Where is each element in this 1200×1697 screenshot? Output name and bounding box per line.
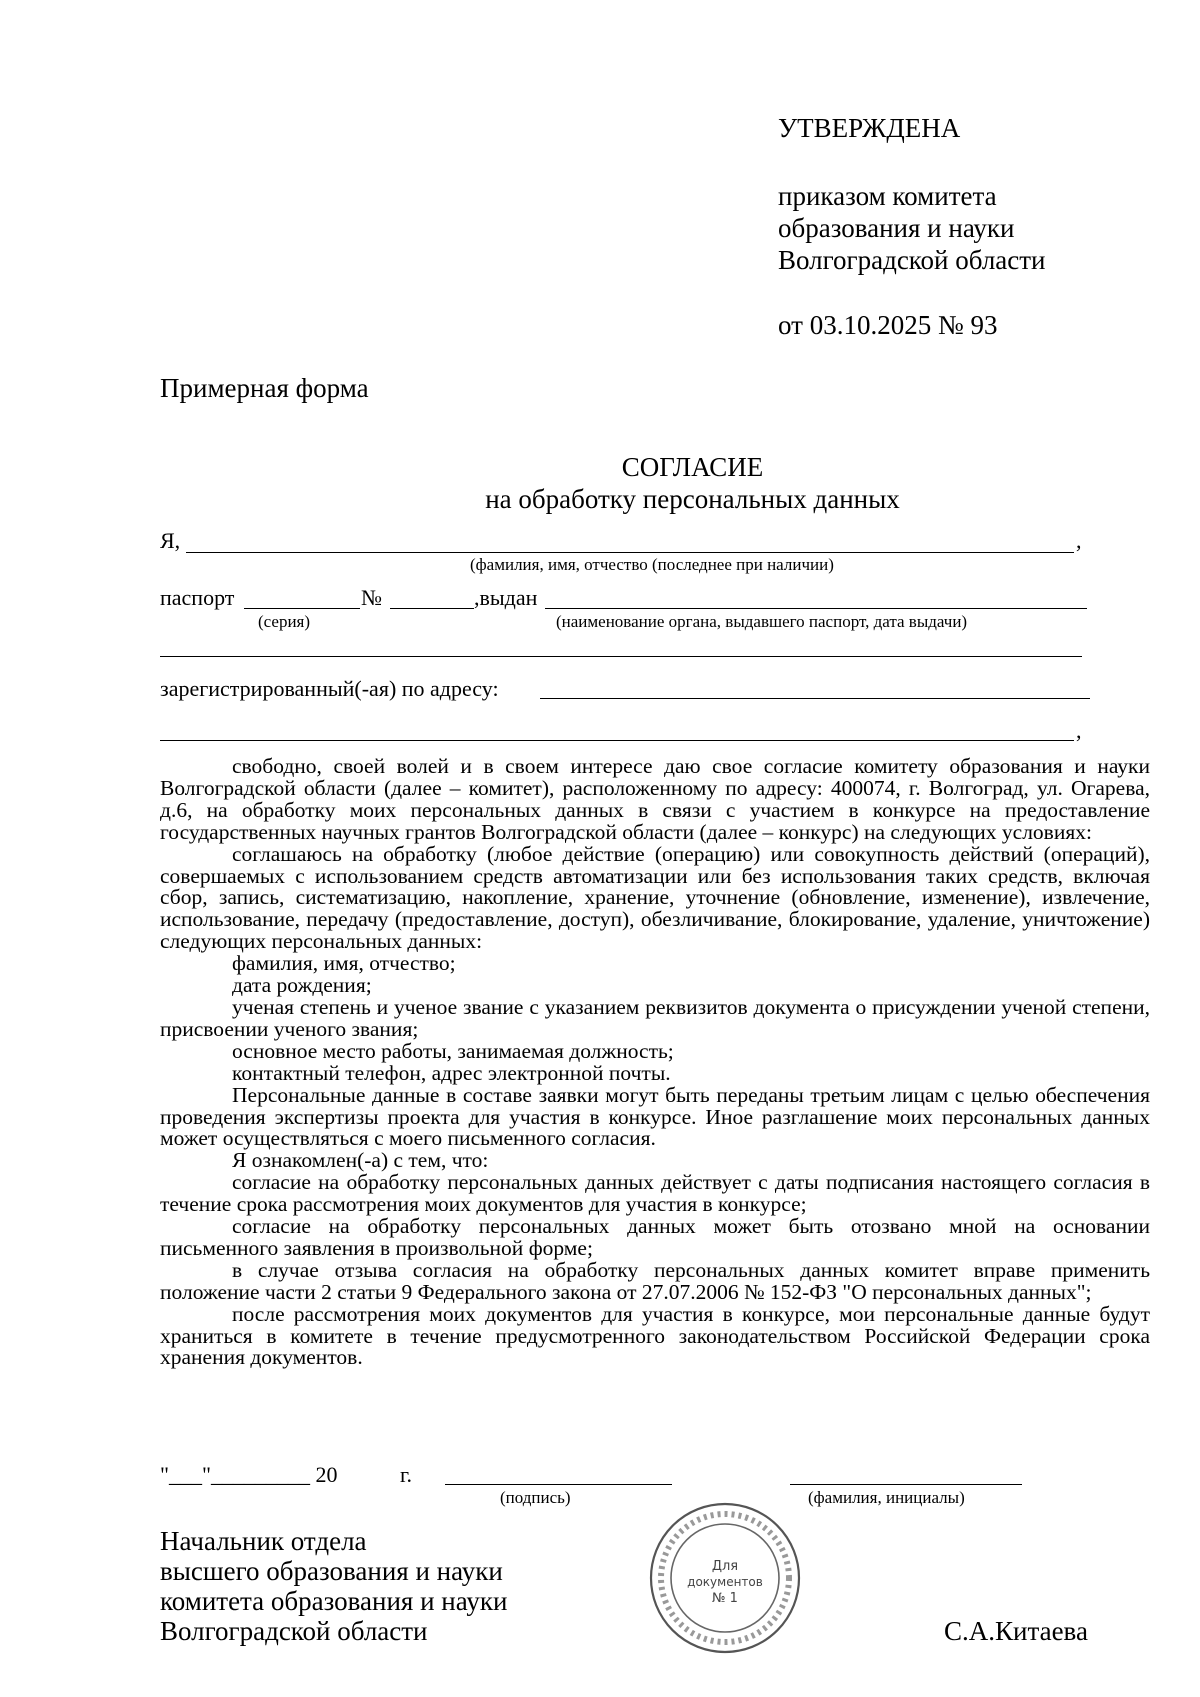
stamp-line-2: документов: [687, 1575, 763, 1589]
issued-label: ,выдан: [474, 585, 538, 610]
stamp-line-3: № 1: [712, 1591, 738, 1606]
name-initials-line[interactable]: [790, 1484, 1022, 1485]
signature-caption: (подпись): [500, 1488, 571, 1507]
body-paragraph-1: свободно, своей волей и в своем интересе даю свое согласие комитету образования и науки Волгоградской области (далее – комитет), расположенному по адресу: 400074, г. Волгоград, ул. Огарева, д.6, на обработку моих персональных данных в связи с участием в конкурсе на предоставление государственных научных грантов Волгоградской области (далее – конкурс) на следующих условиях:: [160, 754, 1150, 844]
body-paragraph-acknowledged: Я ознакомлен(-а) с тем, что:: [232, 1148, 489, 1173]
body-item-law: в случае отзыва согласия на обработку персональных данных комитет вправе применить положение части 2 статьи 9 Федерального закона от 27.07.2006 № 152-ФЗ "О персональных данных";: [160, 1257, 1150, 1304]
footer-line-3: комитета образования и науки: [160, 1586, 508, 1616]
year-suffix: г.: [400, 1462, 413, 1487]
body-item-fio: фамилия, имя, отчество;: [232, 951, 456, 976]
passport-number-sign: №: [361, 585, 382, 610]
address-comma: ,: [1076, 718, 1082, 743]
passport-series-line[interactable]: [244, 608, 360, 609]
official-stamp-icon: [645, 1498, 805, 1658]
footer-line-2: высшего образования и науки: [160, 1556, 503, 1586]
consent-body: [160, 756, 1150, 1369]
body-item-degree: ученая степень и ученое звание с указанием реквизитов документа о присуждении ученой степени, присвоении ученого звания;: [160, 994, 1150, 1041]
i-label: Я,: [160, 528, 181, 553]
series-caption: (серия): [258, 612, 311, 631]
passport-number-line[interactable]: [390, 608, 474, 609]
fio-caption: (фамилия, имя, отчество (последнее при наличии): [470, 555, 834, 574]
document-subtitle: на обработку персональных данных: [485, 484, 900, 514]
footer-line-4: Волгоградской области: [160, 1616, 428, 1646]
fio-comma: ,: [1076, 528, 1082, 553]
body-item-birthdate: дата рождения;: [232, 973, 372, 998]
body-item-validity: согласие на обработку персональных данных действует с даты подписания настоящего согласия в течение срока рассмотрения моих документов для участия в конкурсе;: [160, 1170, 1150, 1217]
body-item-workplace: основное место работы, занимаемая должность;: [232, 1038, 674, 1063]
footer-line-1: Начальник отдела: [160, 1526, 367, 1556]
name-initials-caption: (фамилия, инициалы): [808, 1488, 965, 1507]
address-line[interactable]: [540, 698, 1090, 699]
fio-line[interactable]: [186, 552, 1074, 553]
body-paragraph-2: соглашаюсь на обработку (любое действие (операцию) или совокупность действий (операций), совершаемых с использованием средств автоматизации или без использования таких средств, включая сбор, запись, систематизацию, накопление, хранение, уточнение (обновление, изменение), извлечение, использование, передачу (предоставление, доступ), обезличивание, блокирование, удаление, уничтожение) следующих персональных данных:: [160, 841, 1150, 954]
body-paragraph-third-parties: Персональные данные в составе заявки могут быть переданы третьим лицам с целью обеспечения проведения экспертизы проекта для участия в конкурсе. Иное разглашение моих персональных данных может осуществляться с моего письменного согласия.: [160, 1082, 1150, 1151]
approval-line-3: Волгоградской области: [778, 245, 1046, 275]
address-line-2[interactable]: [160, 740, 1074, 741]
approval-line-2: образования и науки: [778, 213, 1015, 243]
body-item-storage: после рассмотрения моих документов для участия в конкурсе, мои персональные данные будут храниться в комитете в течение предусмотренного законодательством Российской Федерации срока хранения документов.: [160, 1301, 1150, 1370]
body-item-contacts: контактный телефон, адрес электронной почты.: [232, 1060, 671, 1085]
approval-line-1: приказом комитета: [778, 181, 997, 211]
issuer-caption: (наименование органа, выдавшего паспорт, дата выдачи): [556, 612, 968, 631]
signer-name: С.А.Китаева: [944, 1616, 1088, 1646]
passport-issuer-line[interactable]: [545, 608, 1087, 609]
document-title: СОГЛАСИЕ: [621, 452, 764, 482]
approval-title: УТВЕРЖДЕНА: [778, 113, 961, 143]
stamp-line-1: Для: [711, 1559, 739, 1574]
date-field[interactable]: "___"_________ 20: [160, 1462, 338, 1487]
signature-line[interactable]: [445, 1484, 672, 1485]
form-type: Примерная форма: [160, 373, 369, 403]
address-label: зарегистрированный(-ая) по адресу:: [160, 676, 499, 701]
approval-date: от 03.10.2025 № 93: [778, 310, 998, 340]
passport-issuer-line-2[interactable]: [160, 656, 1082, 657]
body-item-revocation: согласие на обработку персональных данных может быть отозвано мной на основании письменного заявления в произвольной форме;: [160, 1214, 1150, 1260]
passport-label: паспорт: [160, 585, 235, 610]
